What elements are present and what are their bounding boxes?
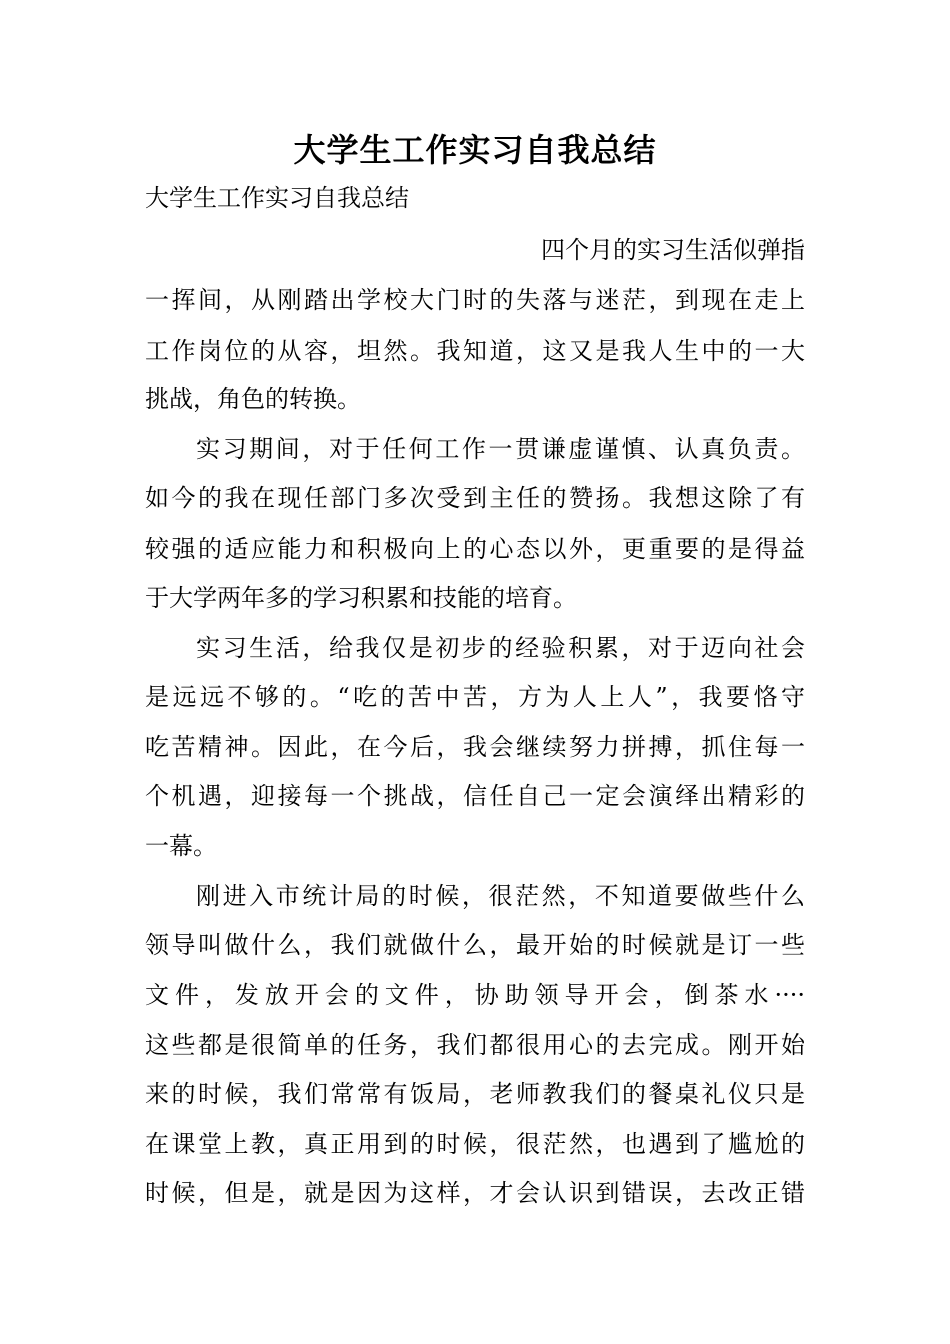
text-line: 四个月的实习生活似弹指 — [541, 236, 805, 264]
document-subtitle: 大学生工作实习自我总结 — [145, 184, 409, 212]
text-line: 领导叫做什么，我们就做什么，最开始的时候就是订一些 — [145, 931, 805, 959]
text-line: 于大学两年多的学习积累和技能的培育。 — [145, 584, 577, 612]
text-line: 文件，发放开会的文件，协助领导开会，倒茶水···· — [145, 981, 805, 1009]
text-line: 时候，但是，就是因为这样，才会认识到错误，去改正错 — [145, 1179, 805, 1207]
text-line: 刚进入市统计局的时候，很茫然，不知道要做些什么 — [196, 882, 805, 910]
text-line: 实习期间，对于任何工作一贯谦虚谨慎、认真负责。 — [196, 435, 805, 463]
text-line: 工作岗位的从容，坦然。我知道，这又是我人生中的一大 — [145, 337, 805, 365]
text-line: 来的时候，我们常常有饭局，老师教我们的餐桌礼仪只是 — [145, 1080, 805, 1108]
text-line: 在课堂上教，真正用到的时候，很茫然，也遇到了尴尬的 — [145, 1130, 805, 1158]
text-line: 这些都是很简单的任务，我们都很用心的去完成。刚开始 — [145, 1031, 805, 1059]
text-line: 较强的适应能力和积极向上的心态以外，更重要的是得益 — [145, 535, 805, 563]
text-line: 挑战，角色的转换。 — [145, 385, 361, 413]
text-line: 一幕。 — [145, 832, 217, 860]
text-line: 吃苦精神。因此，在今后，我会继续努力拼搏，抓住每一 — [145, 733, 805, 761]
text-line: 一挥间，从刚踏出学校大门时的失落与迷茫，到现在走上 — [145, 286, 805, 314]
text-line: 个机遇，迎接每一个挑战，信任自己一定会演绎出精彩的 — [145, 782, 805, 810]
text-line: 是远远不够的。“吃的苦中苦，方为人上人”，我要恪守 — [145, 683, 805, 711]
text-line: 实习生活，给我仅是初步的经验积累，对于迈向社会 — [196, 634, 805, 662]
text-line: 如今的我在现任部门多次受到主任的赞扬。我想这除了有 — [145, 484, 805, 512]
document-title: 大学生工作实习自我总结 — [293, 131, 657, 169]
